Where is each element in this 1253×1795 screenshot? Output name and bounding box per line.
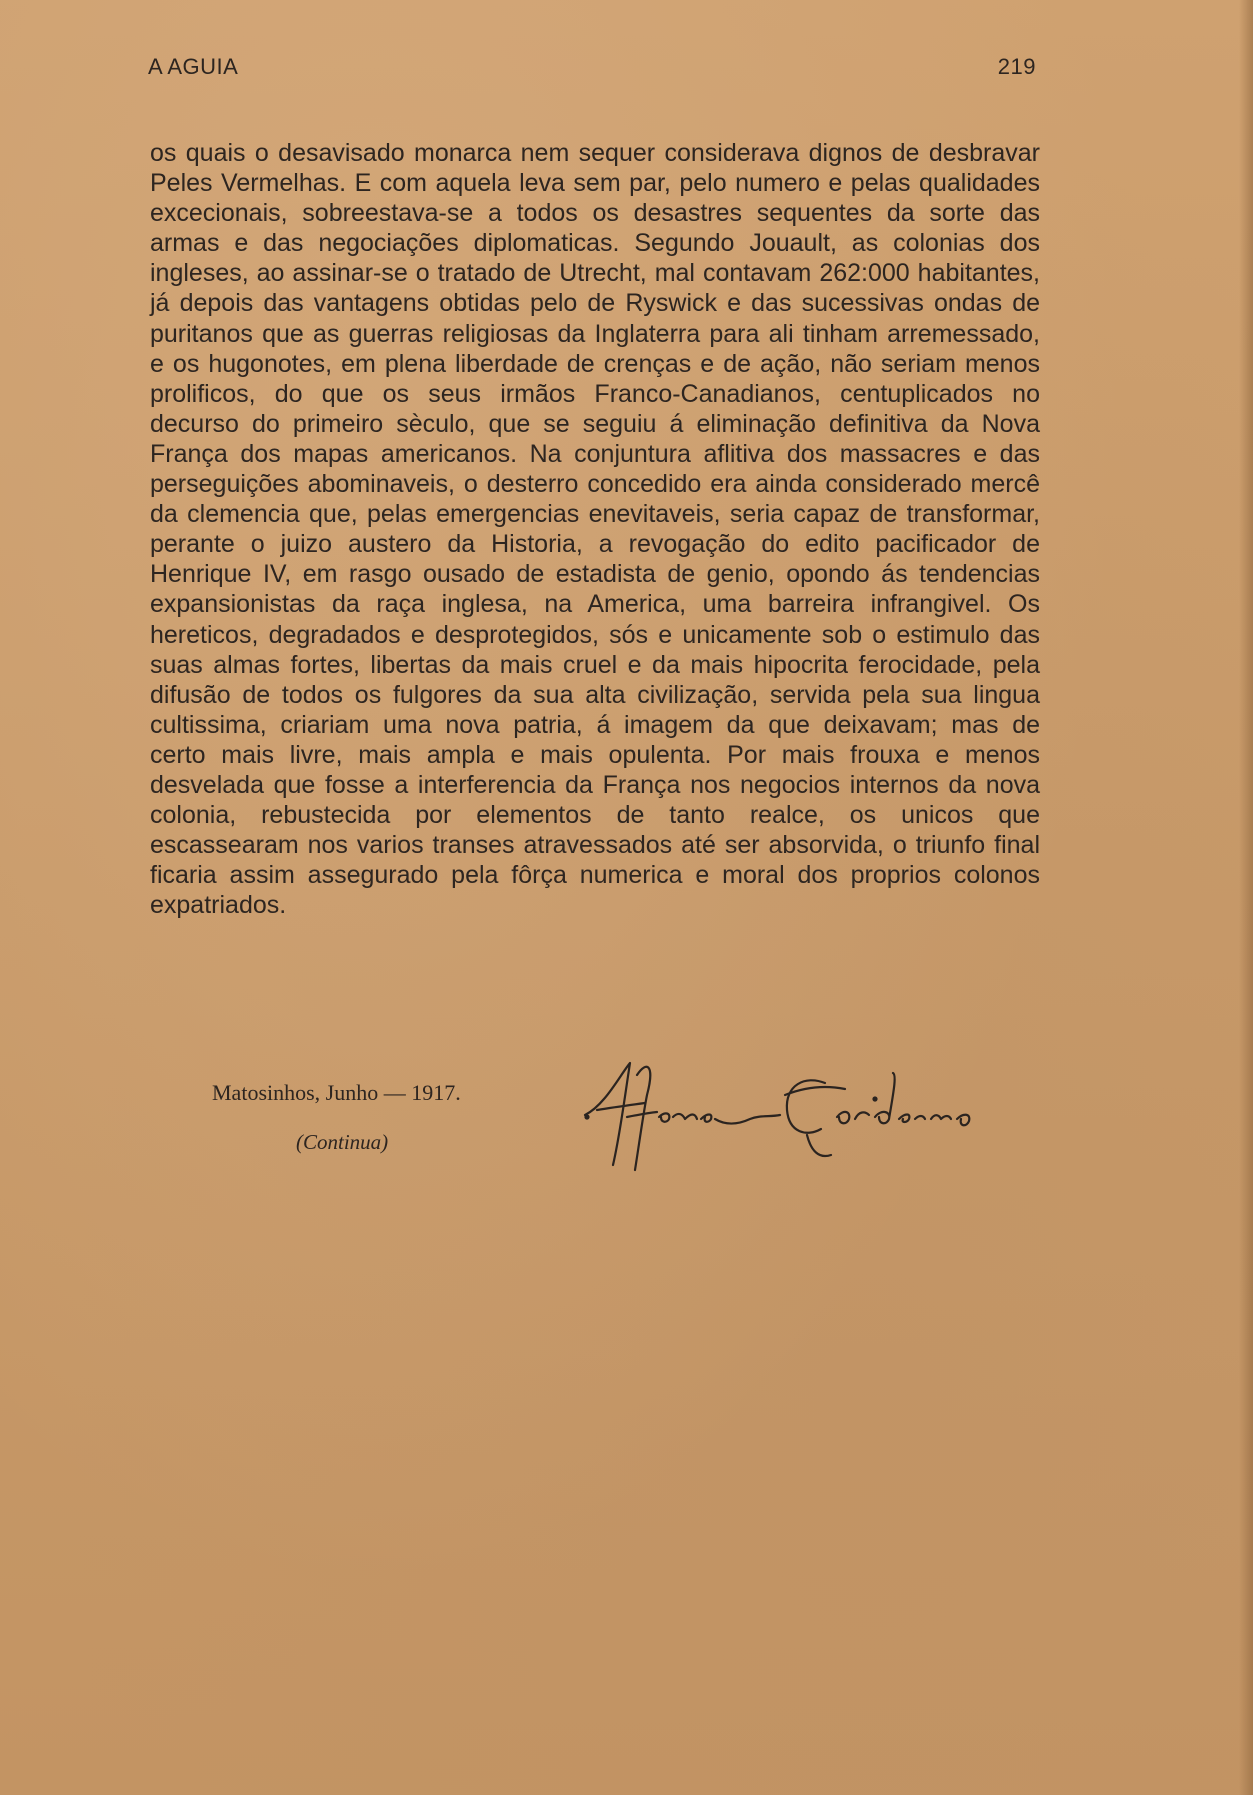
body-paragraph: os quais o desavisado monarca nem sequer considerava dignos de desbravar Peles Vermelhas. E com aquela leva sem par, pelo numero e pelas qualidades excecionais, sobreestava-se a todos os desastres sequentes da sorte das armas e das negociações diplomaticas. Segundo Jouault, as colonias dos ingleses, ao assinar-se o tratado de Utrecht, mal contavam 262:000 habitantes, já depois das vantagens obtidas pelo de Ryswick e das sucessivas ondas de puritanos que as guerras religiosas da Inglaterra para ali tinham arremessado, e os hugonotes, em plena liberdade de crenças e de ação, não seriam menos prolificos, do que os seus irmãos Franco-Canadianos, centuplicados no decurso do primeiro sèculo, que se seguiu á eliminação definitiva da Nova França dos mapas americanos. Na conjuntura aflitiva dos massacres e das perseguições abominaveis, o desterro concedido era ainda considerado mercê da clemencia que, pelas emergencias enevitaveis, seria capaz de transformar, perante o juizo austero da Historia, a revogação do edito pacificador de Henrique IV, em rasgo ousado de estadista de genio, opondo ás tendencias expansionistas da raça inglesa, na America, uma barreira infrangivel. Os hereticos, degradados e desprotegidos, sós e unicamente sob o estimulo das suas almas fortes, libertas da mais cruel e da mais hipocrita ferocidade, pela difusão de todos os fulgores da sua alta civilização, servida pela sua lingua cultissima, criariam uma nova patria, á imagem da que deixavam; mas de certo mais livre, mais ampla e mais opulenta. Por mais frouxa e menos desvelada que fosse a interferencia da França nos negocios internos da nova colonia, rebustecida por elementos de tanto realce, os unicos que escassearam nos varios transes atravessados até ser absorvida, o triunfo final ficaria assim assegurado pela fôrça numerica e moral dos proprios colonos expatriados. xyxy=(150,139,1040,920)
place-date: Matosinhos, Junho — 1917. xyxy=(212,1080,461,1105)
page-number: 219 xyxy=(997,54,1036,79)
page-edge-shadow xyxy=(1239,0,1253,1795)
continuation-note: (Continua) xyxy=(296,1130,389,1154)
handwritten-signature xyxy=(575,1055,1035,1175)
running-header xyxy=(148,54,1043,86)
running-title: A AGUIA xyxy=(148,54,239,79)
